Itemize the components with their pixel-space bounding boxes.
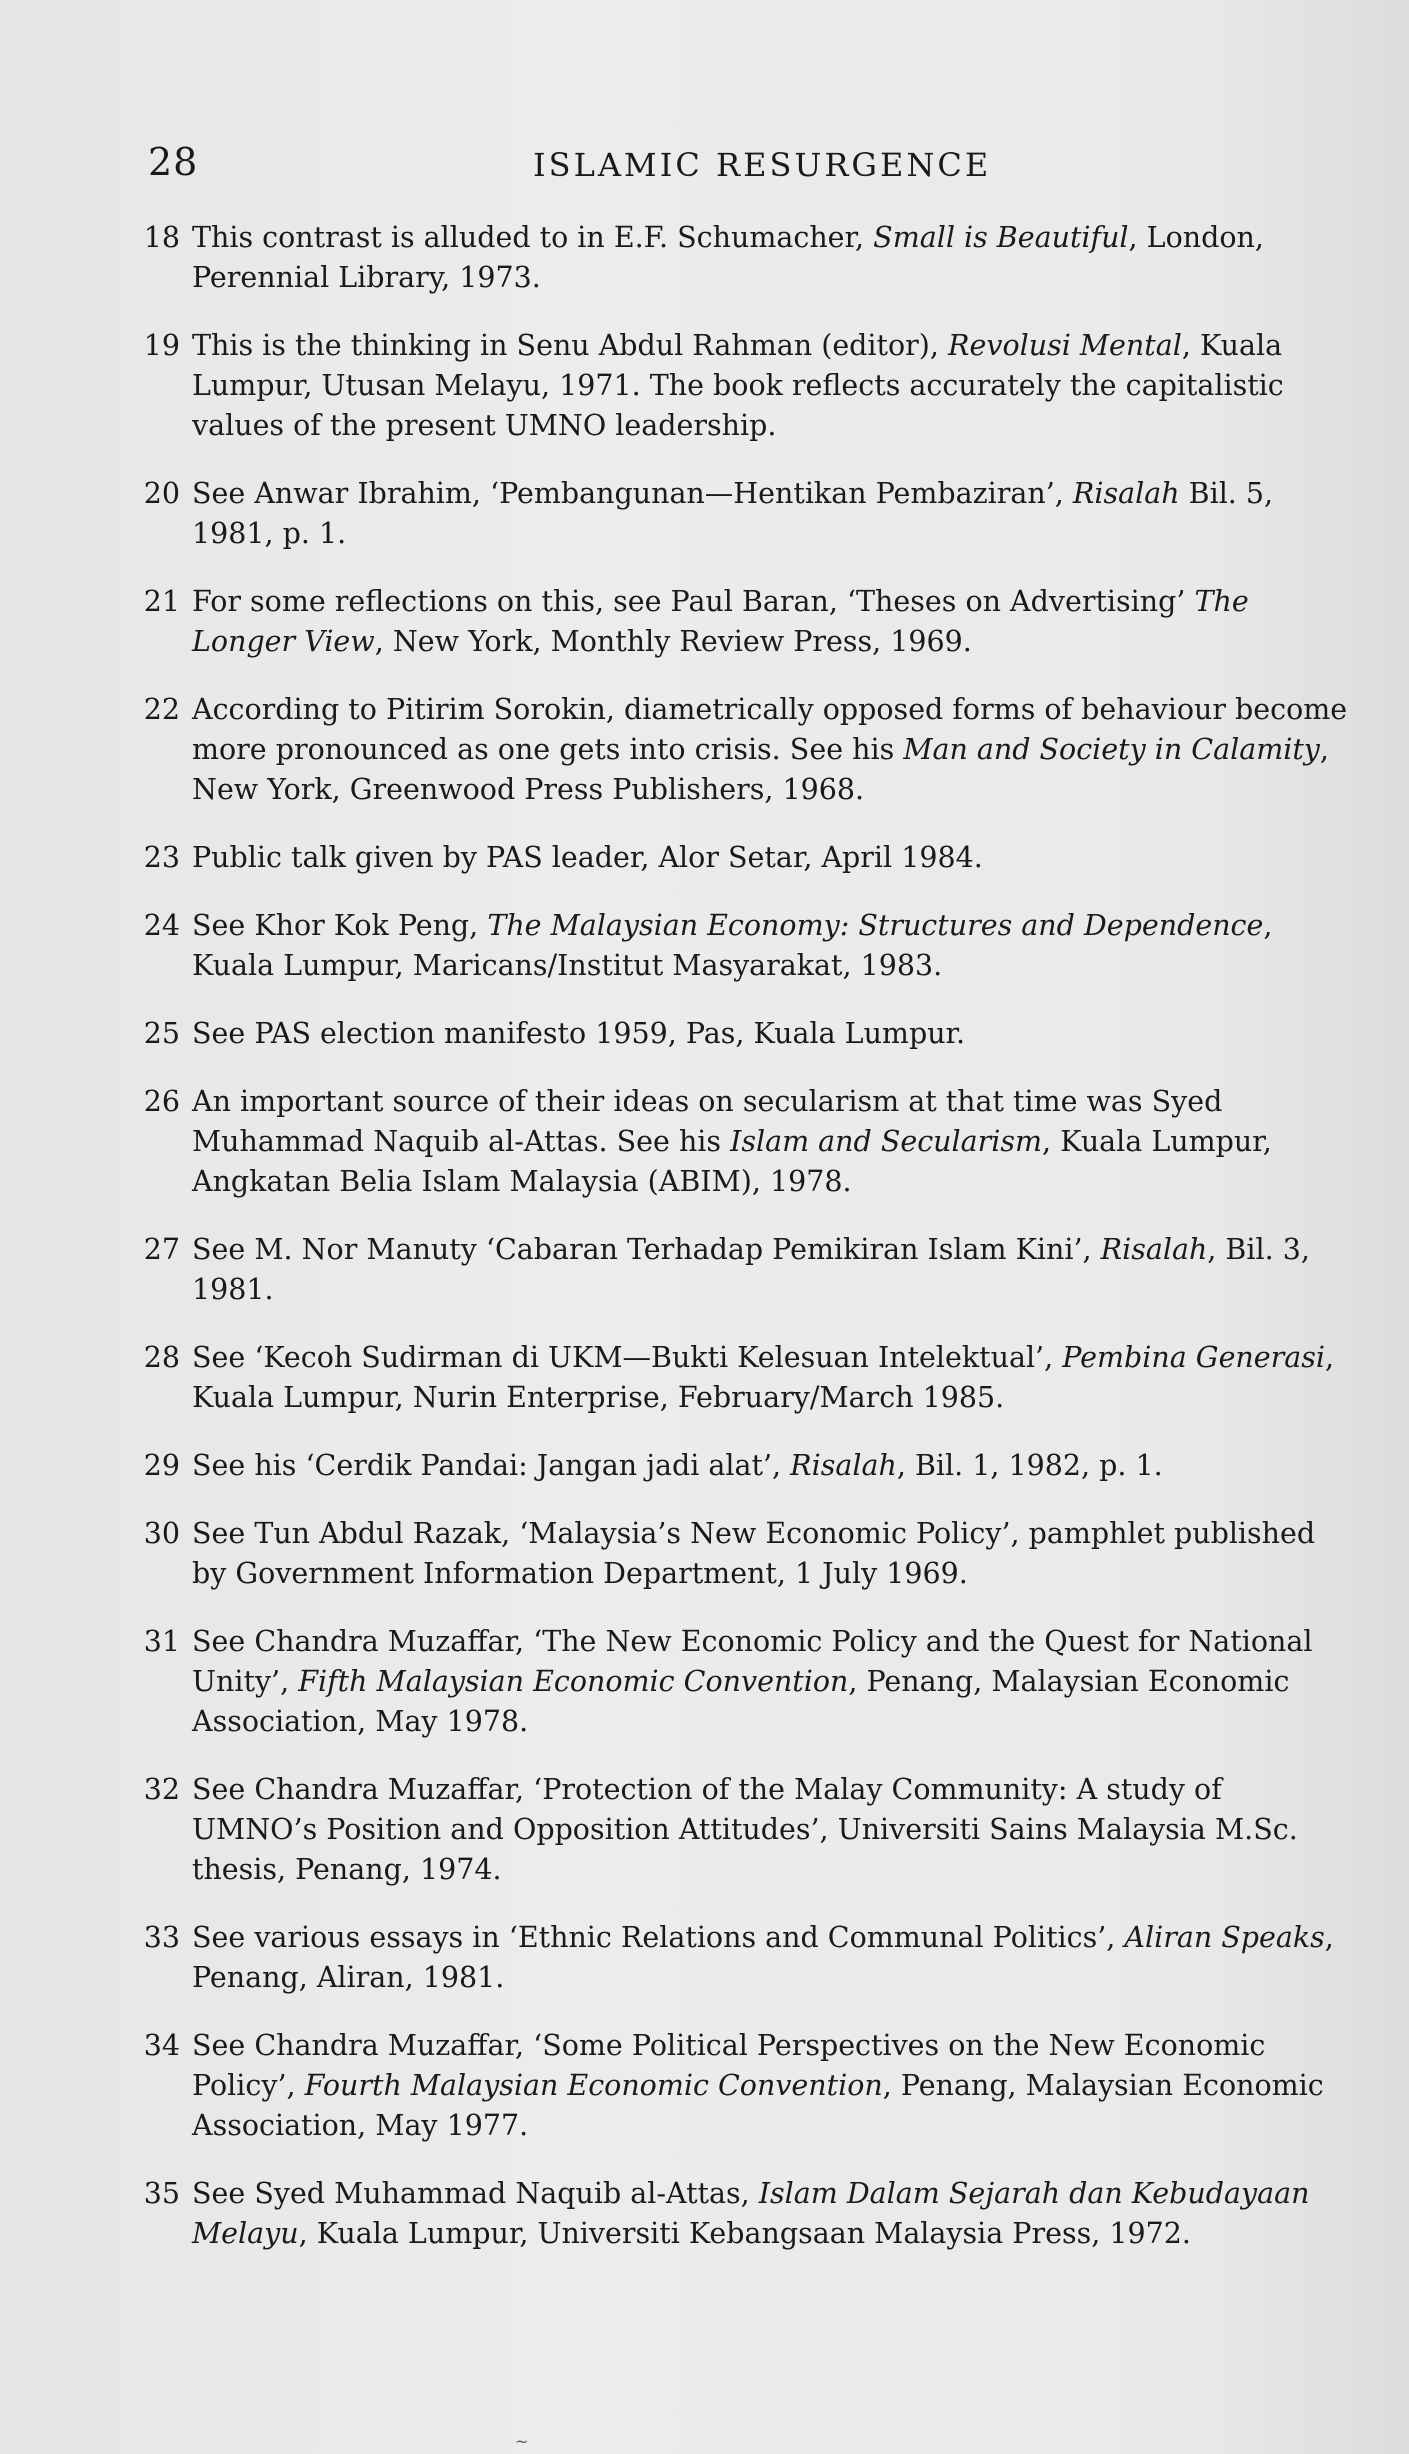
endnote-number: 35 bbox=[143, 2177, 180, 2210]
endnote-title-italic: Islam Dalam Sejarah dan Kebudayaan Melayu bbox=[192, 2177, 1310, 2250]
page-number: 28 bbox=[148, 140, 199, 184]
endnote-24 bbox=[100, 906, 1350, 986]
endnote-text-part: See Syed Muhammad Naquib al-Attas, bbox=[192, 2177, 759, 2210]
endnote-18 bbox=[100, 218, 1350, 298]
endnote-number: 21 bbox=[143, 585, 180, 618]
endnote-text bbox=[192, 2029, 1324, 2142]
endnote-30 bbox=[100, 1514, 1350, 1594]
endnote-text bbox=[192, 1517, 1315, 1590]
endnote-text-part: , Penang, Malaysian Economic Association, May 1978. bbox=[192, 1665, 1290, 1738]
endnote-text bbox=[192, 1625, 1313, 1738]
endnote-title-italic: Risalah bbox=[1072, 477, 1180, 510]
endnote-number: 24 bbox=[143, 909, 180, 942]
endnote-text bbox=[192, 1921, 1334, 1994]
endnote-text-part: , London, Perennial Library, 1973. bbox=[192, 221, 1264, 294]
endnote-text-part: , Penang, Malaysian Economic Association, May 1977. bbox=[192, 2069, 1324, 2142]
endnote-number: 32 bbox=[143, 1773, 180, 1806]
endnote-text bbox=[192, 693, 1347, 806]
endnote-number: 29 bbox=[143, 1449, 180, 1482]
endnote-text bbox=[192, 329, 1284, 442]
endnote-text-part: , Penang, Aliran, 1981. bbox=[192, 1921, 1334, 1994]
page-header bbox=[148, 140, 1328, 200]
endnote-title-italic: Small is Beautiful bbox=[873, 221, 1129, 254]
endnote-text-part: , Kuala Lumpur, Utusan Melayu, 1971. The book reflects accurately the capitalistic values of the present UMNO leadership. bbox=[192, 329, 1284, 442]
endnote-23 bbox=[100, 838, 1350, 878]
endnote-text-part: , Bil. 3, 1981. bbox=[192, 1233, 1310, 1306]
endnote-title-italic: Risalah bbox=[1100, 1233, 1208, 1266]
endnote-27 bbox=[100, 1230, 1350, 1310]
endnote-number: 28 bbox=[143, 1341, 180, 1374]
endnote-title-italic: Fourth Malaysian Economic Convention bbox=[304, 2069, 883, 2102]
endnote-text-part: See PAS election manifesto 1959, Pas, Kuala Lumpur. bbox=[192, 1017, 966, 1050]
endnote-number: 31 bbox=[143, 1625, 180, 1658]
endnote-34 bbox=[100, 2026, 1350, 2146]
endnote-number: 22 bbox=[143, 693, 180, 726]
endnote-text-part: , Kuala Lumpur, Angkatan Belia Islam Malaysia (ABIM), 1978. bbox=[192, 1125, 1272, 1198]
endnote-text bbox=[192, 585, 1249, 658]
endnote-text bbox=[192, 1233, 1310, 1306]
endnote-text-part: See Anwar Ibrahim, ‘Pembangunan—Hentikan Pembaziran’, bbox=[192, 477, 1073, 510]
endnote-title-italic: Pembina Generasi bbox=[1062, 1341, 1326, 1374]
endnote-text bbox=[192, 1085, 1272, 1198]
endnote-text-part: Bil. 5, 1981, p. 1. bbox=[192, 477, 1274, 550]
endnote-text bbox=[192, 909, 1272, 982]
endnote-35 bbox=[100, 2174, 1350, 2254]
stray-ink-mark: ~ bbox=[515, 2432, 529, 2451]
endnote-text bbox=[192, 1773, 1298, 1886]
endnote-text-part: See his ‘Cerdik Pandai: Jangan jadi alat’, bbox=[192, 1449, 791, 1482]
endnote-text-part: , New York, Monthly Review Press, 1969. bbox=[374, 625, 972, 658]
endnote-number: 23 bbox=[143, 841, 180, 874]
endnote-text-part: See Chandra Muzaffar, ‘Some Political Perspectives on the New Economic Policy’, bbox=[192, 2029, 1266, 2102]
endnote-25 bbox=[100, 1014, 1350, 1054]
endnote-text-part: See ‘Kecoh Sudirman di UKM—Bukti Kelesuan Intelektual’, bbox=[192, 1341, 1063, 1374]
endnote-number: 30 bbox=[143, 1517, 180, 1550]
endnote-text bbox=[192, 221, 1264, 294]
endnote-22 bbox=[100, 690, 1350, 810]
endnote-title-italic: Islam and Secularism bbox=[730, 1125, 1043, 1158]
endnote-number: 18 bbox=[143, 221, 180, 254]
endnote-21 bbox=[100, 582, 1350, 662]
endnote-text bbox=[192, 2177, 1309, 2250]
endnote-text-part: See Chandra Muzaffar, ‘Protection of the Malay Community: A study of UMNO’s Position and Opposition Attitudes’, Universiti Sains Malaysia M.Sc. thesis, Penang, 1974. bbox=[192, 1773, 1298, 1886]
endnote-32 bbox=[100, 1770, 1350, 1890]
endnote-text-part: See M. Nor Manuty ‘Cabaran Terhadap Pemikiran Islam Kini’, bbox=[192, 1233, 1101, 1266]
endnote-text bbox=[192, 1341, 1334, 1414]
endnote-text-part: An important source of their ideas on secularism at that time was Syed Muhammad Naquib al-Attas. See his bbox=[192, 1085, 1223, 1158]
endnote-33 bbox=[100, 1918, 1350, 1998]
endnote-19 bbox=[100, 326, 1350, 446]
endnote-title-italic: Revolusi Mental bbox=[948, 329, 1182, 362]
endnote-number: 33 bbox=[143, 1921, 180, 1954]
endnote-text-part: , Bil. 1, 1982, p. 1. bbox=[896, 1449, 1163, 1482]
endnote-29 bbox=[100, 1446, 1350, 1486]
endnote-number: 25 bbox=[143, 1017, 180, 1050]
endnote-26 bbox=[100, 1082, 1350, 1202]
endnote-text-part: See Tun Abdul Razak, ‘Malaysia’s New Economic Policy’, pamphlet published by Government Information Department, 1 July 1969. bbox=[192, 1517, 1316, 1590]
running-head: ISLAMIC RESURGENCE bbox=[533, 146, 992, 184]
endnote-text bbox=[192, 1449, 1163, 1482]
endnote-text-part: According to Pitirim Sorokin, diametrically opposed forms of behaviour become more pronounced as one gets into crisis. See his bbox=[192, 693, 1348, 766]
endnote-text-part: , New York, Greenwood Press Publishers, 1968. bbox=[192, 733, 1329, 806]
endnote-text bbox=[192, 841, 983, 874]
endnote-title-italic: Fifth Malaysian Economic Convention bbox=[298, 1665, 849, 1698]
endnote-text-part: For some reflections on this, see Paul Baran, ‘Theses on Advertising’ bbox=[192, 585, 1195, 618]
endnote-20 bbox=[100, 474, 1350, 554]
endnote-28 bbox=[100, 1338, 1350, 1418]
endnote-number: 19 bbox=[143, 329, 180, 362]
endnote-title-italic: The Malaysian Economy: Structures and Dependence bbox=[487, 909, 1264, 942]
endnote-number: 20 bbox=[143, 477, 180, 510]
endnotes-list bbox=[100, 218, 1350, 2282]
endnote-text-part: Public talk given by PAS leader, Alor Setar, April 1984. bbox=[192, 841, 983, 874]
endnote-text-part: See various essays in ‘Ethnic Relations and Communal Politics’, bbox=[192, 1921, 1125, 1954]
endnote-text bbox=[192, 1017, 965, 1050]
endnote-number: 26 bbox=[143, 1085, 180, 1118]
endnote-number: 27 bbox=[143, 1233, 180, 1266]
endnote-text-part: , Kuala Lumpur, Maricans/Institut Masyarakat, 1983. bbox=[192, 909, 1273, 982]
endnote-number: 34 bbox=[143, 2029, 180, 2062]
endnote-text-part: , Kuala Lumpur, Universiti Kebangsaan Malaysia Press, 1972. bbox=[298, 2217, 1191, 2250]
endnote-title-italic: The Longer View bbox=[192, 585, 1249, 658]
endnote-text-part: See Khor Kok Peng, bbox=[192, 909, 488, 942]
endnote-title-italic: Risalah bbox=[790, 1449, 897, 1482]
endnote-text-part: See Chandra Muzaffar, ‘The New Economic Policy and the Quest for National Unity’, bbox=[192, 1625, 1313, 1698]
endnote-title-italic: Man and Society in Calamity bbox=[903, 733, 1320, 766]
endnote-31 bbox=[100, 1622, 1350, 1742]
endnote-text-part: This contrast is alluded to in E.F. Schumacher, bbox=[192, 221, 874, 254]
endnote-text bbox=[192, 477, 1273, 550]
endnote-title-italic: Aliran Speaks bbox=[1124, 1921, 1325, 1954]
endnote-text-part: This is the thinking in Senu Abdul Rahman (editor), bbox=[192, 329, 949, 362]
endnote-text-part: , Kuala Lumpur, Nurin Enterprise, February/March 1985. bbox=[192, 1341, 1335, 1414]
